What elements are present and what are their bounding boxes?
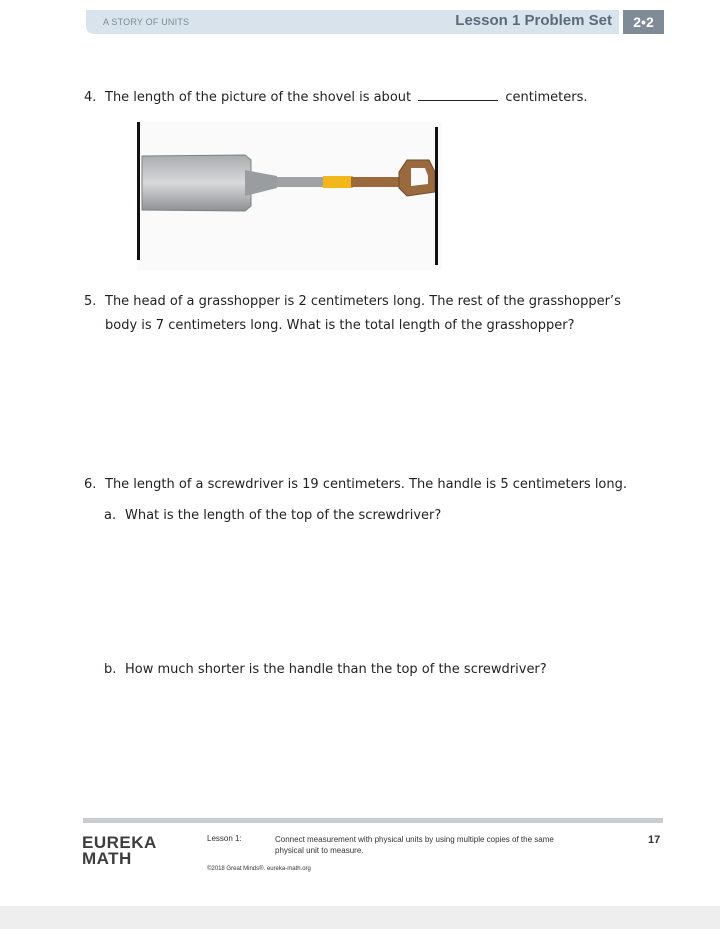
page-title: Lesson 1 Problem Set xyxy=(455,12,612,29)
part-text: What is the length of the top of the screwdriver? xyxy=(125,508,442,523)
question-number: 4. xyxy=(84,90,97,105)
part-label: a. xyxy=(104,508,117,523)
question-text-end: centimeters. xyxy=(505,90,588,105)
footer-rule xyxy=(83,818,663,823)
part-label: b. xyxy=(104,662,117,677)
bottom-strip xyxy=(0,906,720,929)
eureka-math-logo: EUREKA MATH xyxy=(82,833,157,868)
question-text: body is 7 centimeters long. What is the total length of the grasshopper? xyxy=(105,318,575,333)
answer-blank[interactable] xyxy=(418,88,498,101)
question-number: 6. xyxy=(84,477,97,492)
measure-line-left xyxy=(137,122,140,260)
part-text: How much shorter is the handle than the top of the screwdriver? xyxy=(125,662,547,677)
series-label: A STORY OF UNITS xyxy=(103,17,190,27)
footer-description: Connect measurement with physical units by using multiple copies of the same physical unit to measure. xyxy=(275,835,554,855)
module-badge: 2•2 xyxy=(623,10,664,34)
question-text: The length of the picture of the shovel is about xyxy=(105,90,412,105)
footer-copyright: ©2018 Great Minds®. eureka-math.org xyxy=(207,866,311,872)
question-number: 5. xyxy=(84,294,97,309)
question-text: The length of a screwdriver is 19 centimeters. The handle is 5 centimeters long. xyxy=(105,477,628,492)
shovel-picture xyxy=(137,122,442,270)
footer-lesson-label: Lesson 1: xyxy=(207,834,242,843)
measure-line-right xyxy=(435,127,438,265)
page-number: 17 xyxy=(648,834,661,846)
question-text: The head of a grasshopper is 2 centimeters long. The rest of the grasshopper’s xyxy=(105,294,621,309)
